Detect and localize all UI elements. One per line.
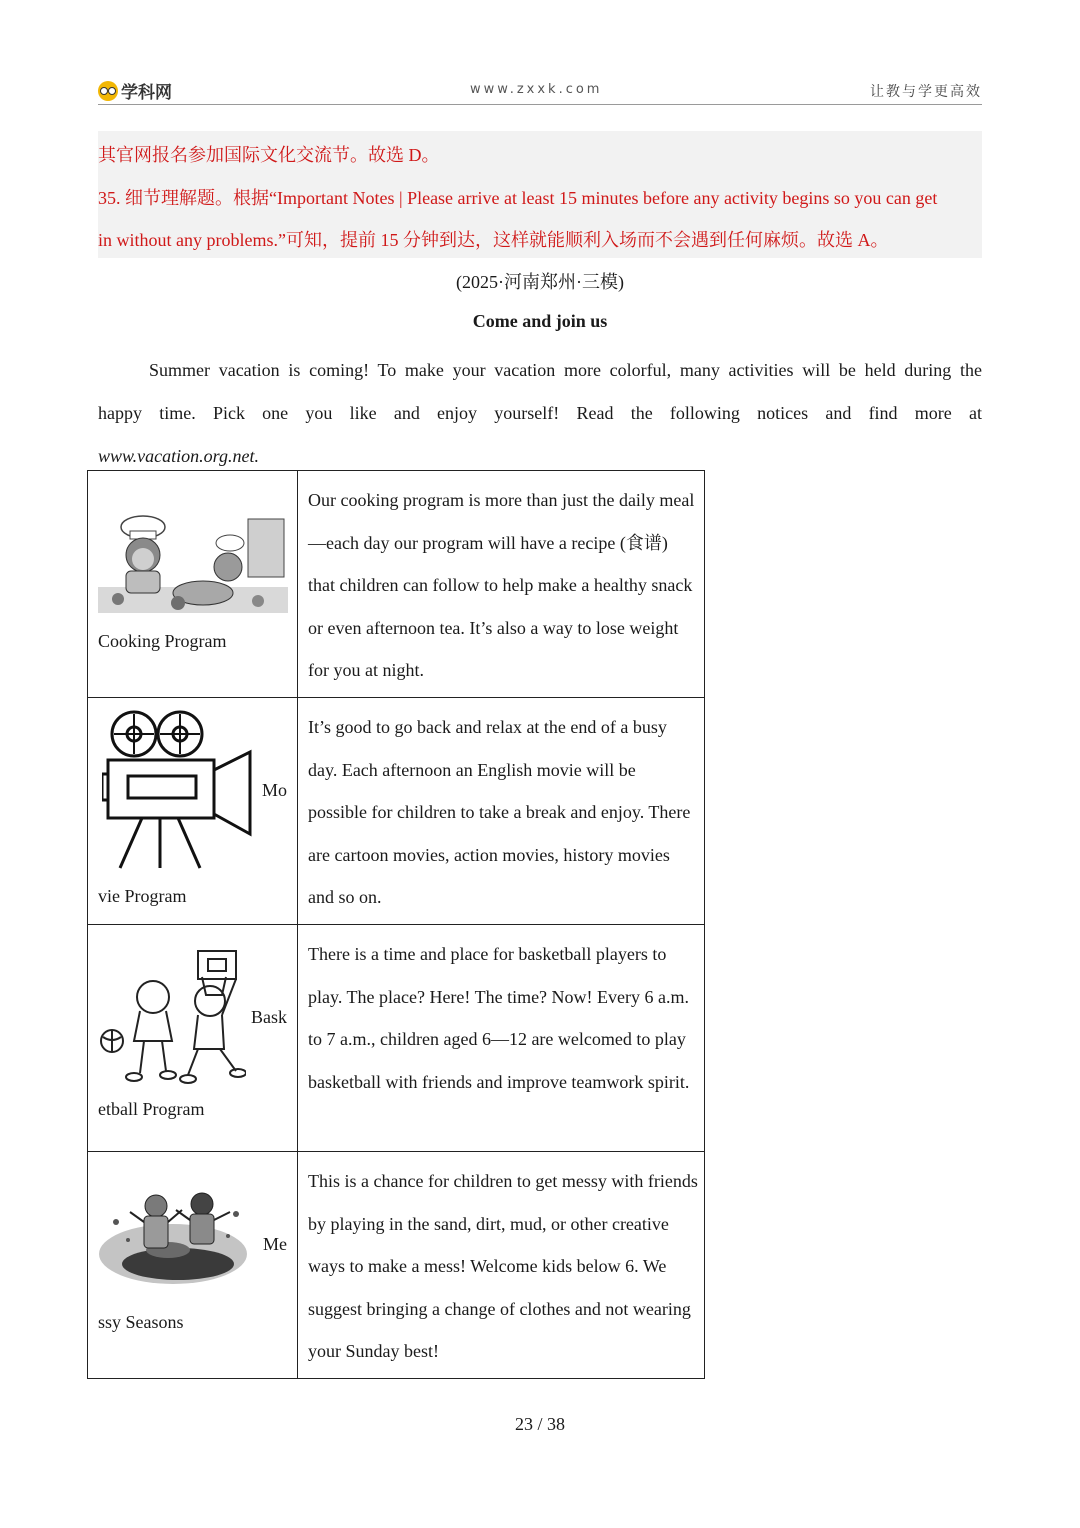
site-slogan: 让教与学更高效 [870,84,982,100]
program-name-part: Me [263,1234,287,1254]
movie-camera-icon [102,710,254,870]
program-name-part: etball Program [98,1099,205,1119]
cooking-illustration-icon [98,515,288,615]
program-image-cell [88,698,298,925]
table-row [88,1152,705,1379]
intro-line: Summer vacation is coming! To make your vacation more colorful, many activities will be held during the [149,360,982,380]
program-table [87,470,705,1379]
program-description: There is a time and place for basketball players to play. The place? Here! The time? Now! Every 6 a.m. to 7 a.m., children aged 6—12 are welcomed to play basketball with friends and improve teamwork spirit. [308,944,690,1092]
logo-text: 学科网 [121,83,172,103]
page-header [98,76,982,105]
answer-line: 35. 细节理解题。根据“Important Notes | Please arrive at least 15 minutes before any activity begins so you can get [98,188,938,208]
program-name-part: vie Program [98,886,187,906]
program-name-part: ssy Seasons [98,1312,184,1332]
messy-kids-icon [98,1192,248,1290]
intro-line: happy time. Pick one you like and enjoy yourself! Read the following notices and find more at [98,403,982,423]
table-row [88,925,705,1152]
program-name: Cooking Program [98,631,227,651]
program-image-cell [88,1152,298,1379]
website-address: www.vacation.org.net. [98,446,259,466]
page-number: 23 / 38 [514,1414,565,1434]
basketball-kids-icon [98,949,246,1085]
program-description-cell [298,471,705,698]
answer-line: in without any problems.”可知，提前 15 分钟到达，这样就能顺利入场而不会遇到任何麻烦。故选 A。 [98,230,889,250]
program-description-cell [298,925,705,1152]
table-row [88,471,705,698]
program-image-cell [88,925,298,1152]
answer-line: 其官网报名参加国际文化交流节。故选 D。 [98,145,440,165]
site-url: www.zxxk.com [470,82,603,97]
program-description: It’s good to go back and relax at the end of a busy day. Each afternoon an English movie will be possible for children to take a break and enjoy. There are cartoon movies, action movies, history movies and so on. [308,717,691,907]
site-logo [98,78,172,103]
program-description-cell [298,698,705,925]
passage-source: (2025·河南郑州·三模) [456,272,624,292]
passage-title: Come and join us [472,311,608,331]
program-description: This is a chance for children to get messy with friends by playing in the sand, dirt, mud, or other creative ways to make a mess! Welcome kids below 6. We suggest bringing a change of clothes and not wearing your Sunday best! [308,1171,698,1361]
table-row [88,698,705,925]
answer-explanation [98,131,982,258]
program-name-part: Mo [261,780,287,800]
program-image-cell [88,471,298,698]
owl-logo-icon [98,81,118,101]
program-description: Our cooking program is more than just the daily meal—each day our program will have a recipe (食谱) that children can follow to help make a healthy snack or even afternoon tea. It’s also a way to lose weight for you at night. [308,490,695,680]
program-description-cell [298,1152,705,1379]
program-name-part: Bask [251,1007,287,1027]
passage-intro [98,349,982,478]
